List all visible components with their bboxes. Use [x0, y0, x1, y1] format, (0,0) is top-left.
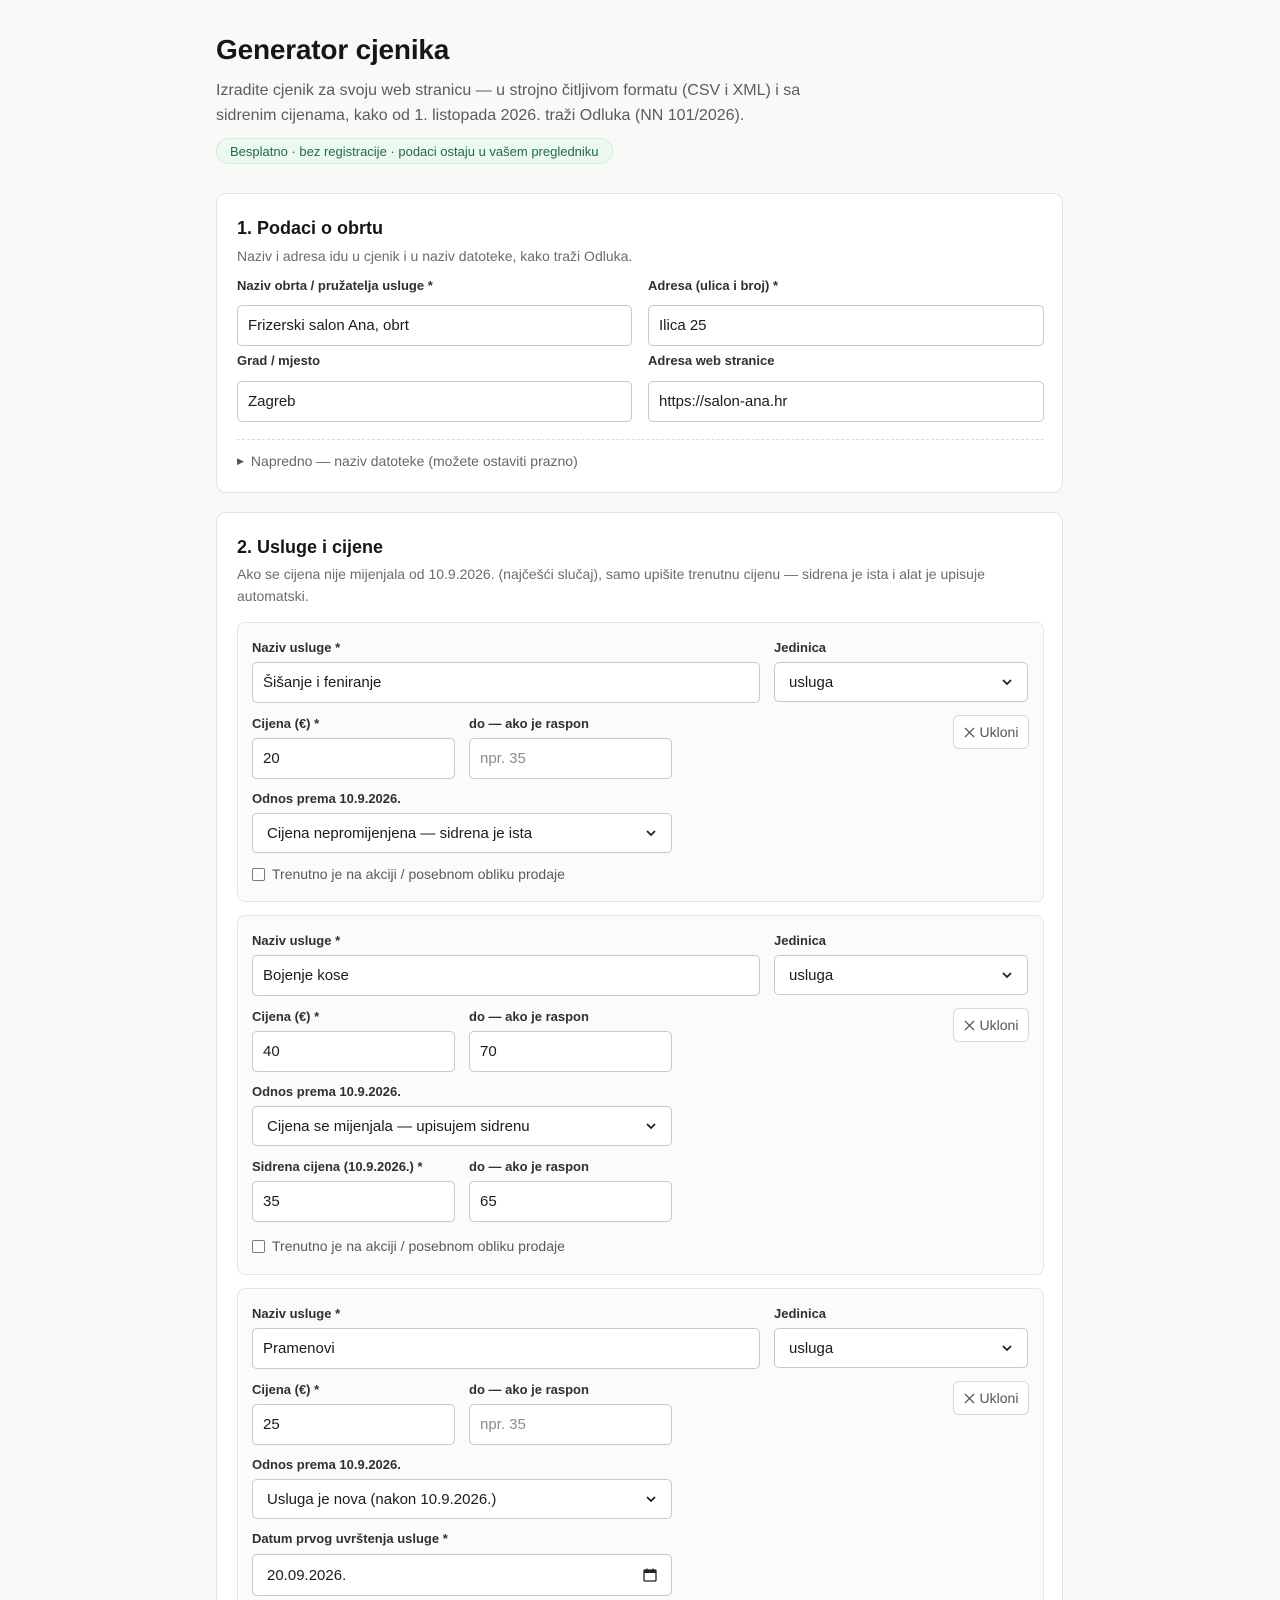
- relation-select[interactable]: [252, 1106, 672, 1146]
- remove-label: Ukloni: [979, 724, 1019, 740]
- anchor-price-label: Sidrena cijena (10.9.2026.) *: [252, 1159, 423, 1174]
- services-card: [216, 512, 1063, 1600]
- relation-select[interactable]: [252, 813, 672, 853]
- remove-button[interactable]: [953, 715, 1029, 749]
- business-name-label: Naziv obrta / pružatelja usluge *: [237, 278, 433, 293]
- unit-label: Jedinica: [774, 640, 827, 655]
- advanced-toggle[interactable]: [237, 453, 578, 469]
- price-input[interactable]: [252, 1404, 455, 1445]
- unit-select-value: usluga: [789, 966, 834, 984]
- relation-select-value: Usluga je nova (nakon 10.9.2026.): [267, 1490, 497, 1508]
- price-to-input[interactable]: [469, 738, 672, 779]
- address-label: Adresa (ulica i broj) *: [648, 278, 779, 293]
- checkbox-box[interactable]: [252, 868, 265, 881]
- service-name-input[interactable]: [252, 1328, 760, 1369]
- price-to-label: do — ako je raspon: [469, 716, 589, 731]
- business-hint: Naziv i adresa idu u cjenik i u naziv datoteke, kako traži Odluka.: [237, 248, 633, 264]
- promo-label: Trenutno je na akciji / posebnom obliku prodaje: [272, 866, 565, 882]
- unit-select-value: usluga: [789, 1339, 834, 1357]
- chevron-down-icon: [1001, 1342, 1013, 1354]
- anchor-to-input[interactable]: [469, 1181, 672, 1222]
- price-to-label: do — ako je raspon: [469, 1009, 589, 1024]
- remove-button[interactable]: [953, 1008, 1029, 1042]
- unit-select[interactable]: [774, 662, 1028, 702]
- first-date-input[interactable]: [252, 1554, 672, 1596]
- relation-label: Odnos prema 10.9.2026.: [252, 791, 401, 806]
- first-date-value: 20.09.2026.: [267, 1566, 347, 1584]
- business-card: [216, 193, 1063, 493]
- address-input[interactable]: [648, 305, 1044, 346]
- page-title: Generator cjenika: [216, 34, 450, 65]
- services-heading: 2. Usluge i cijene: [237, 537, 384, 557]
- chevron-down-icon: [1001, 676, 1013, 688]
- price-label: Cijena (€) *: [252, 1009, 320, 1024]
- chevron-down-icon: [645, 1493, 657, 1505]
- price-to-input[interactable]: [469, 1031, 672, 1072]
- checkbox-box[interactable]: [252, 1240, 265, 1253]
- remove-label: Ukloni: [979, 1390, 1019, 1406]
- service-name-input[interactable]: [252, 955, 760, 996]
- relation-label: Odnos prema 10.9.2026.: [252, 1084, 401, 1099]
- promo-checkbox[interactable]: [252, 1238, 565, 1254]
- anchor-to-label: do — ako je raspon: [469, 1159, 589, 1174]
- close-icon: [964, 1393, 975, 1404]
- service-item: [237, 622, 1044, 902]
- unit-label: Jedinica: [774, 1306, 827, 1321]
- advanced-divider: [237, 439, 1044, 440]
- services-hint: Ako se cijena nije mijenjala od 10.9.2026. (najčešći slučaj), samo upišite trenutnu cijenu — sidrena je ista i alat je upisuje automatski.: [237, 566, 985, 604]
- price-input[interactable]: [252, 1031, 455, 1072]
- close-icon: [964, 1020, 975, 1031]
- first-date-label: Datum prvog uvrštenja usluge *: [252, 1531, 448, 1546]
- remove-label: Ukloni: [979, 1017, 1019, 1033]
- unit-select[interactable]: [774, 955, 1028, 995]
- relation-select-value: Cijena nepromijenjena — sidrena je ista: [267, 824, 533, 842]
- unit-select[interactable]: [774, 1328, 1028, 1368]
- relation-select[interactable]: [252, 1479, 672, 1519]
- city-label: Grad / mjesto: [237, 353, 321, 368]
- price-label: Cijena (€) *: [252, 1382, 320, 1397]
- business-name-input[interactable]: [237, 305, 632, 346]
- free-badge: Besplatno · bez registracije · podaci ostaju u vašem pregledniku: [216, 138, 613, 164]
- service-name-label: Naziv usluge *: [252, 1306, 341, 1321]
- price-to-input[interactable]: [469, 1404, 672, 1445]
- unit-label: Jedinica: [774, 933, 827, 948]
- close-icon: [964, 727, 975, 738]
- city-input[interactable]: [237, 381, 632, 422]
- website-input[interactable]: [648, 381, 1044, 422]
- price-label: Cijena (€) *: [252, 716, 320, 731]
- remove-button[interactable]: [953, 1381, 1029, 1415]
- business-heading: 1. Podaci o obrtu: [237, 218, 384, 238]
- unit-select-value: usluga: [789, 673, 834, 691]
- service-item: [237, 1288, 1044, 1600]
- service-name-input[interactable]: [252, 662, 760, 703]
- chevron-down-icon: [645, 827, 657, 839]
- chevron-down-icon: [1001, 969, 1013, 981]
- promo-label: Trenutno je na akciji / posebnom obliku prodaje: [272, 1238, 565, 1254]
- price-to-label: do — ako je raspon: [469, 1382, 589, 1397]
- promo-checkbox[interactable]: [252, 866, 565, 882]
- intro-text: Izradite cjenik za svoju web stranicu — u strojno čitljivom formatu (CSV i XML) i sa sidrenim cijenama, kako od 1. listopada 2026. traži Odluka (NN 101/2026).: [216, 82, 801, 124]
- advanced-label: Napredno — naziv datoteke (možete ostaviti prazno): [250, 453, 578, 469]
- service-name-label: Naziv usluge *: [252, 640, 341, 655]
- service-name-label: Naziv usluge *: [252, 933, 341, 948]
- website-label: Adresa web stranice: [648, 353, 775, 368]
- service-item: [237, 915, 1044, 1275]
- triangle-right-icon: ▶: [237, 455, 244, 466]
- chevron-down-icon: [645, 1120, 657, 1132]
- price-input[interactable]: [252, 738, 455, 779]
- anchor-price-input[interactable]: [252, 1181, 455, 1222]
- calendar-icon[interactable]: [643, 1568, 657, 1582]
- relation-select-value: Cijena se mijenjala — upisujem sidrenu: [267, 1117, 530, 1135]
- relation-label: Odnos prema 10.9.2026.: [252, 1457, 401, 1472]
